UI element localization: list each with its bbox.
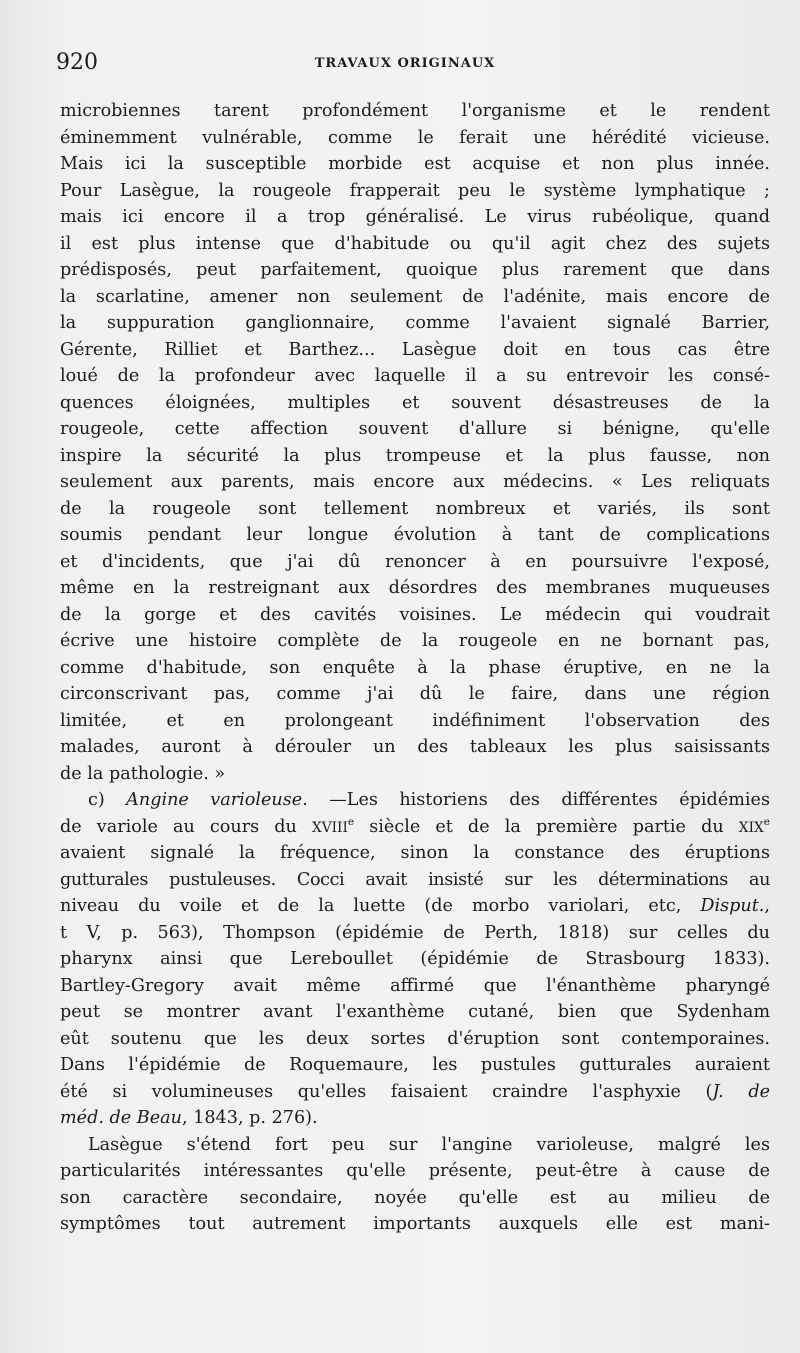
text-line: même en la restreignant aux désordres des membranes muqueuses <box>60 578 770 598</box>
text-line: avaient signalé la fréquence, sinon la constance des éruptions <box>60 843 770 863</box>
text-fragment: , <box>764 896 770 916</box>
text-line: soumis pendant leur longue évolution à tant de complications <box>60 525 770 545</box>
text-line: la scarlatine, amener non seulement de l'adénite, mais encore de <box>60 286 770 307</box>
text-fragment: siècle et de la première partie du <box>354 816 739 837</box>
text-fragment: été si volumineuses qu'elles faisaient craindre l'asphyxie ( <box>60 1081 713 1102</box>
text-line: de la gorge et des cavités voisines. Le médecin qui voudrait <box>60 604 770 625</box>
text-line: loué de la profondeur avec laquelle il a su entrevoir les consé- <box>60 366 770 386</box>
text-line <box>60 893 770 920</box>
text-line: écrive une histoire complète de la rougeole en ne bornant pas, <box>60 631 770 651</box>
text-line: peut se montrer avant l'exanthème cutané, bien que Sydenham <box>60 1002 770 1022</box>
text-line: quences éloignées, multiples et souvent désastreuses de la <box>60 392 770 413</box>
text-line: eût soutenu que les deux sortes d'éruption sont contemporaines. <box>60 1028 770 1049</box>
superscript: e <box>347 815 355 828</box>
citation-title: méd. de Beau <box>60 1108 182 1128</box>
text-line: Pour Lasègue, la rougeole frapperait peu le système lymphatique ; <box>60 180 770 201</box>
page-header <box>56 50 754 80</box>
text-line: Gérente, Rilliet et Barthez... Lasègue doit en tous cas être <box>60 339 770 360</box>
text-line: limitée, et en prolongeant indéfiniment l'observation des <box>60 710 770 731</box>
text-line: comme d'habitude, son enquête à la phase éruptive, en ne la <box>60 657 770 678</box>
text-line <box>60 787 770 814</box>
citation-title: J. de <box>712 1081 771 1102</box>
body-text <box>60 98 770 1238</box>
text-line: pharynx ainsi que Lereboullet (épidémie de Strasbourg 1833). <box>60 949 770 969</box>
text-line: Bartley-Gregory avait même affirmé que l'énanthème pharyngé <box>60 975 770 996</box>
text-line: particularités intéressantes qu'elle présente, peut-être à cause de <box>60 1161 770 1181</box>
text-fragment: , 1843, p. 276). <box>181 1108 318 1128</box>
text-line: microbiennes tarent profondément l'organisme et le rendent <box>60 101 770 121</box>
text-fragment: de variole au cours du <box>60 816 312 837</box>
text-line <box>60 1105 770 1132</box>
page-number: 920 <box>56 50 98 75</box>
text-line: seulement aux parents, mais encore aux médecins. « Les reliquats <box>60 472 770 492</box>
text-line: mais ici encore il a trop généralisé. Le virus rubéolique, quand <box>60 207 770 227</box>
citation-title: Disput. <box>700 896 765 916</box>
text-line: de la pathologie. » <box>60 763 226 784</box>
text-line: inspire la sécurité la plus trompeuse et la plus fausse, non <box>60 445 770 466</box>
superscript: e <box>763 815 770 828</box>
text-line <box>60 814 770 841</box>
text-line: il est plus intense que d'habitude ou qu'il agit chez des sujets <box>60 233 770 254</box>
text-line: circonscrivant pas, comme j'ai dû le faire, dans une région <box>60 684 770 704</box>
text-fragment: niveau du voile et de la luette (de morbo variolari, etc, <box>60 896 701 916</box>
section-title: Angine varioleuse. <box>126 790 308 810</box>
running-head: TRAVAUX ORIGINAUX <box>314 56 496 71</box>
text-line: Lasègue s'étend fort peu sur l'angine varioleuse, malgré les <box>88 1134 770 1155</box>
text-line: son caractère secondaire, noyée qu'elle est au milieu de <box>60 1187 770 1208</box>
text-line: la suppuration ganglionnaire, comme l'avaient signalé Barrier, <box>60 313 770 333</box>
text-line: et d'incidents, que j'ai dû renoncer à en poursuivre l'exposé, <box>60 551 770 572</box>
text-line: Mais ici la susceptible morbide est acquise et non plus innée. <box>60 154 770 174</box>
text-line: gutturales pustuleuses. Cocci avait insisté sur les déterminations au <box>60 869 770 890</box>
text-line: symptômes tout autrement importants auxquels elle est mani- <box>60 1214 770 1234</box>
text-line: rougeole, cette affection souvent d'allure si bénigne, qu'elle <box>60 419 770 439</box>
text-line: prédisposés, peut parfaitement, quoique plus rarement que dans <box>60 260 770 280</box>
text-fragment: —Les historiens des différentes épidémies <box>307 790 770 810</box>
section-marker: c) <box>88 790 127 810</box>
text-line: éminemment vulnérable, comme le ferait une hérédité vicieuse. <box>60 127 770 148</box>
text-line <box>60 1079 770 1106</box>
text-line: de la rougeole sont tellement nombreux et variés, ils sont <box>60 498 770 519</box>
text-line: malades, auront à dérouler un des tableaux les plus saisissants <box>60 737 770 757</box>
text-line: t V, p. 563), Thompson (épidémie de Perth, 1818) sur celles du <box>60 922 770 943</box>
text-line: Dans l'épidémie de Roquemaure, les pustules gutturales auraient <box>60 1055 770 1075</box>
century-numeral: XIX <box>738 819 764 836</box>
century-numeral: XVIII <box>311 819 348 836</box>
